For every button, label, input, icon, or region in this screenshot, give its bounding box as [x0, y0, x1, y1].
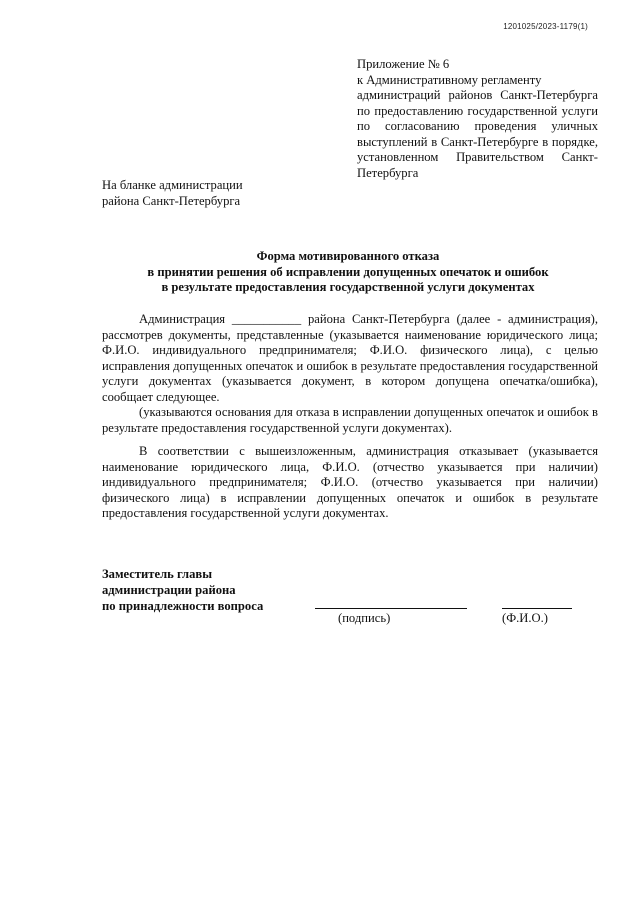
appendix-line-2: администраций районов Санкт-Петербурга по предоставлению государственной услуги по согласованию проведения уличных выступлений в Санкт-Петербурге в порядке, установленном Правительством Санкт-Петербурга — [357, 88, 598, 180]
form-title-line-3: в результате предоставления государственной услуги документах — [161, 280, 535, 294]
form-title-line-2: в принятии решения об исправлении допущенных опечаток и ошибок — [147, 264, 549, 279]
document-id: 1201025/2023-1179(1) — [503, 22, 588, 31]
appendix-title: Приложение № 6 — [357, 57, 450, 71]
appendix-reference — [357, 57, 598, 181]
body-paragraph-1: Администрация ___________ района Санкт-Петербурга (далее - администрация), рассмотрев документы, представленные (указывается наименование юридического лица; Ф.И.О. индивидуального предпринимателя; Ф.И.О. физического лица), с целью исправления допущенных опечаток и ошибок в результате предоставления государственной услуги документах (указывается документ, в котором допущена опечатка/ошибка), сообщает следующее. — [102, 312, 598, 404]
fio-line — [502, 608, 572, 609]
signature-line — [315, 608, 467, 609]
signer-line-3: по принадлежности вопроса — [102, 599, 264, 613]
signer-line-1: Заместитель главы — [102, 567, 213, 581]
body-paragraph-2: (указываются основания для отказа в исправлении допущенных опечаток и ошибок в результате предоставления государственной услуги документах). — [102, 405, 598, 435]
signer-title — [102, 566, 302, 614]
fio-caption: (Ф.И.О.) — [502, 611, 548, 625]
form-title — [96, 249, 600, 296]
letterhead-line-2: района Санкт-Петербурга — [102, 193, 241, 208]
letterhead-line-1: На бланке администрации — [102, 178, 243, 192]
signature-caption: (подпись) — [338, 611, 391, 625]
appendix-line-1: к Административному регламенту — [357, 72, 542, 87]
signer-line-2: администрации района — [102, 583, 236, 597]
body-paragraph-3: В соответствии с вышеизложенным, администрация отказывает (указывается наименование юридического лица, Ф.И.О. (отчество указывается при наличии) индивидуального предпринимателя; Ф.И.О. (отчество указывается при наличии) физического лица) в исправлении допущенных опечаток и ошибок в результате предоставления государственной услуги документах. — [102, 444, 598, 521]
letterhead-note — [102, 178, 302, 209]
form-title-line-1: Форма мотивированного отказа — [256, 249, 440, 263]
